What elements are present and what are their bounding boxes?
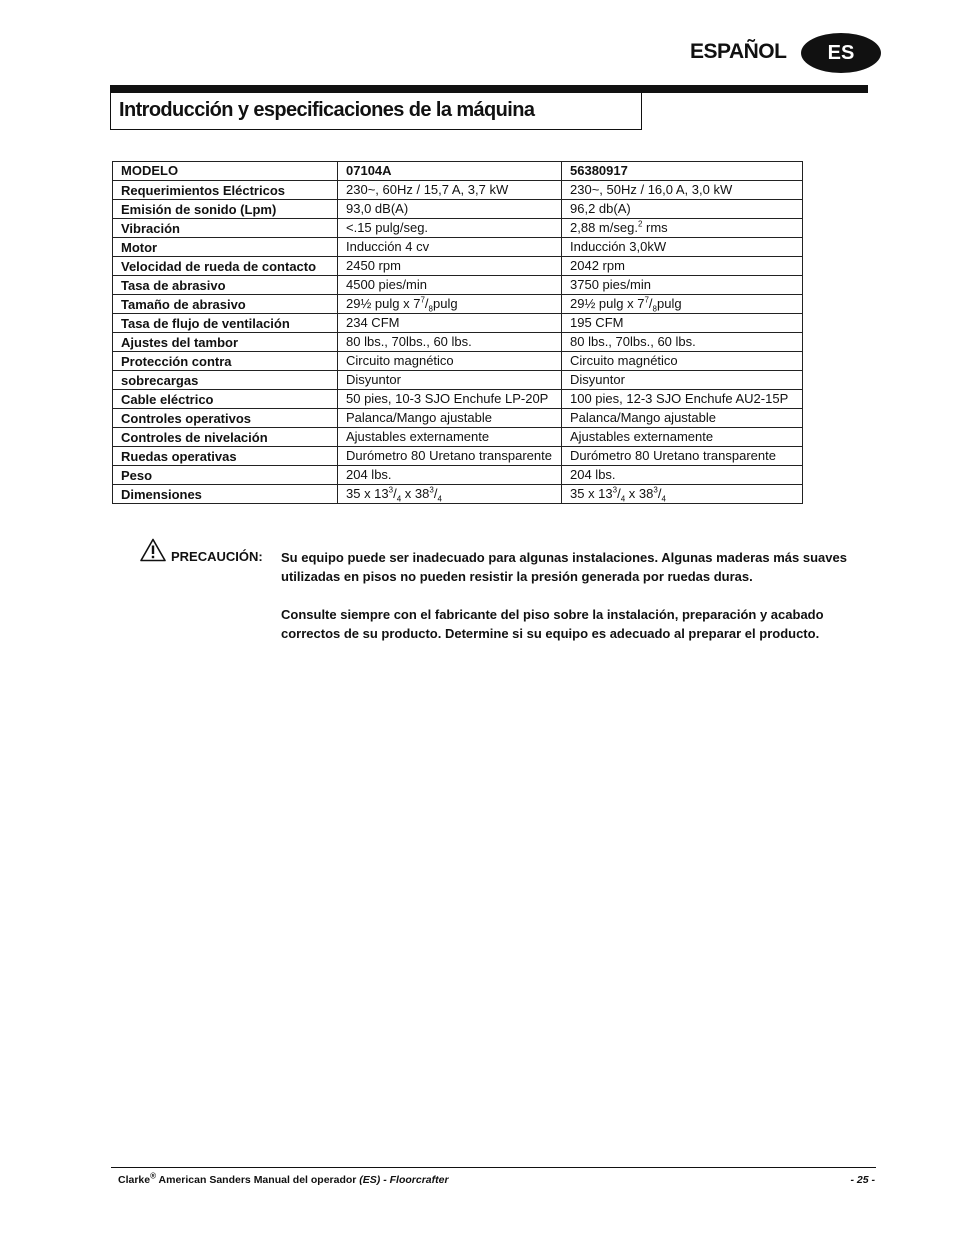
footer-company: American Sanders [158, 1174, 251, 1186]
cell-07104a: 230~, 60Hz / 15,7 A, 3,7 kW [338, 181, 562, 200]
cell-56380917: 80 lbs., 70lbs., 60 lbs. [562, 333, 803, 352]
cell-56380917: Palanca/Mango ajustable [562, 409, 803, 428]
table-row [113, 276, 803, 295]
cell-07104a: Palanca/Mango ajustable [338, 409, 562, 428]
table-row [113, 352, 803, 371]
cell-56380917: 2042 rpm [562, 257, 803, 276]
cell-07104a: 29½ pulg x $7^7/_8pulg$ [338, 295, 562, 314]
cell-07104a: 234 CFM [338, 314, 562, 333]
cell-07104a: Circuito magnético [338, 352, 562, 371]
row-label: Tamaño de abrasivo [113, 295, 338, 314]
row-label: Velocidad de rueda de contacto [113, 257, 338, 276]
cell-07104a: Ajustables externamente [338, 428, 562, 447]
cell-56380917: 204 lbs. [562, 466, 803, 485]
table-row [113, 257, 803, 276]
cell-56380917: 230~, 50Hz / 16,0 A, 3,0 kW [562, 181, 803, 200]
row-label: Ajustes del tambor [113, 333, 338, 352]
table-row [113, 295, 803, 314]
header-rule [110, 85, 868, 93]
cell-07104a: <.15 pulg/seg. [338, 219, 562, 238]
superscript: 3 [388, 485, 394, 495]
cell-text: 2,88 m/seg. [570, 220, 638, 235]
row-label: Dimensiones [113, 485, 338, 504]
caution-label: PRECAUCIÓN: [171, 549, 263, 564]
subscript: 8 [652, 304, 657, 314]
superscript: 7 [644, 295, 649, 305]
cell-56380917: 100 pies, 12-3 SJO Enchufe AU2-15P [562, 390, 803, 409]
language-label: ESPAÑOL [690, 40, 787, 63]
cell-56380917 [562, 219, 803, 238]
table-row [113, 409, 803, 428]
row-label: Emisión de sonido (Lpm) [113, 200, 338, 219]
cell-07104a: 2450 rpm [338, 257, 562, 276]
row-label: Controles de nivelación [113, 428, 338, 447]
table-row [113, 371, 803, 390]
footer-manual-info [118, 1171, 449, 1186]
cell-56380917: Durómetro 80 Uretano transparente [562, 447, 803, 466]
caution-paragraph-1: Su equipo puede ser inadecuado para algunas instalaciones. Algunas maderas más suaves utilizadas en pisos no pueden resistir la presión generada por ruedas duras. [281, 550, 847, 584]
row-label: sobrecargas [113, 371, 338, 390]
section-title-box [110, 93, 642, 130]
subscript: 4 [661, 494, 666, 504]
cell-07104a: 35 x $13^3/_4$ x $38^3/_4$ [338, 485, 562, 504]
subscript: 4 [620, 494, 626, 504]
cell-text: pulg [656, 296, 682, 311]
caution-paragraph-2: Consulte siempre con el fabricante del piso sobre la instalación, preparación y acabado correctos de su producto. Determine si su equipo es adecuado al preparar el producto. [281, 607, 824, 641]
table-row [113, 390, 803, 409]
subscript: 4 [396, 494, 402, 504]
superscript: 3 [612, 485, 618, 495]
cell-07104a: Disyuntor [338, 371, 562, 390]
row-label: Tasa de abrasivo [113, 276, 338, 295]
column-header-56380917: 56380917 [562, 162, 803, 181]
row-label: Ruedas operativas [113, 447, 338, 466]
warning-triangle-icon [140, 538, 166, 562]
row-label: Vibración [113, 219, 338, 238]
cell-56380917: Disyuntor [562, 371, 803, 390]
cell-07104a: 50 pies, 10-3 SJO Enchufe LP-20P [338, 390, 562, 409]
column-header-07104a: 07104A [338, 162, 562, 181]
cell-text: 29½ pulg x 7 [346, 296, 421, 311]
registered-mark: ® [150, 1171, 157, 1181]
cell-text: 29½ pulg x 7 [570, 296, 645, 311]
cell-07104a: 80 lbs., 70lbs., 60 lbs. [338, 333, 562, 352]
row-label: Peso [113, 466, 338, 485]
superscript: 2 [637, 219, 643, 229]
table-row [113, 428, 803, 447]
subscript: 4 [437, 494, 442, 504]
table-row [113, 314, 803, 333]
table-row [113, 200, 803, 219]
cell-text: rms [642, 220, 668, 235]
row-label: Requerimientos Eléctricos [113, 181, 338, 200]
cell-text: 35 x 13 [346, 486, 389, 501]
page-number: - 25 - [850, 1174, 875, 1186]
table-header-row [113, 162, 803, 181]
table-row [113, 181, 803, 200]
footer-brand: Clarke [118, 1174, 151, 1186]
cell-56380917: 3750 pies/min [562, 276, 803, 295]
cell-text: pulg [432, 296, 458, 311]
cell-07104a: Durómetro 80 Uretano transparente [338, 447, 562, 466]
cell-56380917: Ajustables externamente [562, 428, 803, 447]
cell-text: x 38 [625, 486, 654, 501]
table-row [113, 485, 803, 504]
cell-56380917: Inducción 3,0kW [562, 238, 803, 257]
cell-text: 35 x 13 [570, 486, 613, 501]
table-row [113, 447, 803, 466]
cell-56380917: Circuito magnético [562, 352, 803, 371]
specifications-table [112, 161, 803, 504]
footer-rule [111, 1167, 876, 1168]
subscript: 8 [428, 304, 433, 314]
footer-manual: Manual del operador [253, 1174, 357, 1186]
cell-56380917: 195 CFM [562, 314, 803, 333]
row-label: Tasa de flujo de ventilación [113, 314, 338, 333]
cell-07104a: 4500 pies/min [338, 276, 562, 295]
row-label: Cable eléctrico [113, 390, 338, 409]
row-label: Protección contra [113, 352, 338, 371]
table-row [113, 219, 803, 238]
table-row [113, 466, 803, 485]
language-badge: ES [801, 33, 881, 73]
column-header-model: MODELO [113, 162, 338, 181]
cell-07104a: 204 lbs. [338, 466, 562, 485]
table-row [113, 238, 803, 257]
cell-07104a: Inducción 4 cv [338, 238, 562, 257]
table-row [113, 333, 803, 352]
cell-56380917: 35 x $13^3/_4$ x $38^3/_4$ [562, 485, 803, 504]
footer-edition: (ES) - Floorcrafter [359, 1174, 449, 1186]
cell-07104a: 93,0 dB(A) [338, 200, 562, 219]
superscript: 3 [653, 485, 658, 495]
cell-56380917: 96,2 db(A) [562, 200, 803, 219]
section-title: Introducción y especificaciones de la máquina [119, 99, 535, 121]
superscript: 3 [429, 485, 434, 495]
cell-56380917: 29½ pulg x $7^7/_8pulg$ [562, 295, 803, 314]
cell-text: x 38 [401, 486, 430, 501]
superscript: 7 [420, 295, 425, 305]
row-label: Controles operativos [113, 409, 338, 428]
row-label: Motor [113, 238, 338, 257]
